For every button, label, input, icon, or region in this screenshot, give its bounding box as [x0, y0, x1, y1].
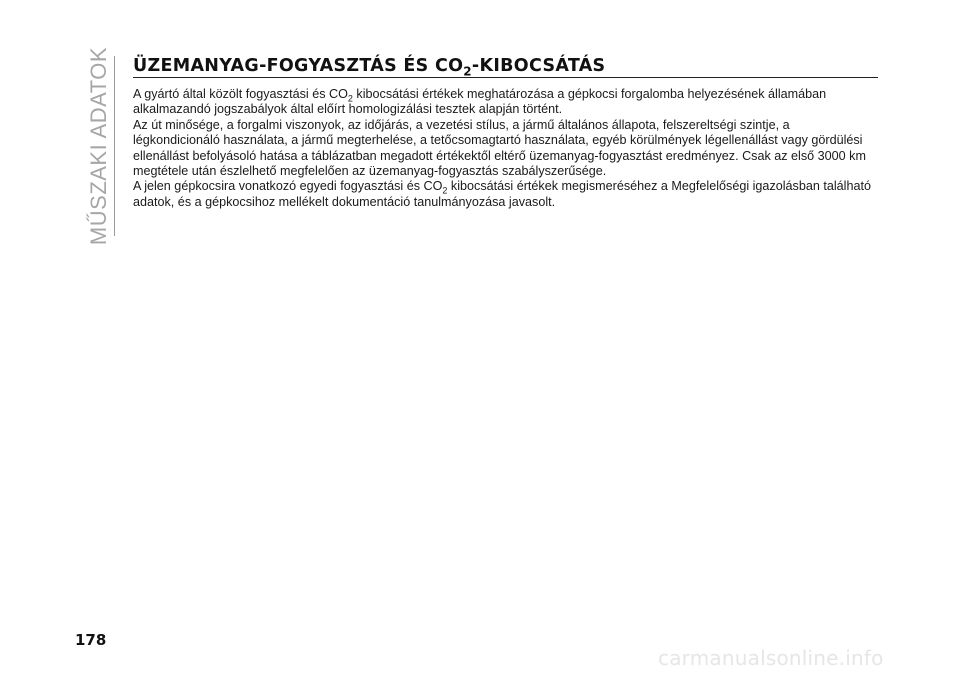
paragraph-1-subscript: 2 — [347, 93, 353, 104]
paragraph-3-pre: A jelen gépkocsira vonatkozó egyedi fogyasztási és CO — [133, 179, 443, 194]
section-title — [133, 56, 878, 79]
paragraph-1-pre: A gyártó által közölt fogyasztási és CO — [133, 87, 348, 101]
section-title-subscript: 2 — [463, 64, 472, 79]
section-title-pre: ÜZEMANYAG-FOGYASZTÁS ÉS CO — [133, 56, 464, 76]
paragraph-certificate — [133, 179, 878, 210]
side-tab-label: MŰSZAKI ADATOK — [86, 46, 111, 246]
paragraph-homologation — [133, 87, 878, 118]
page-number: 178 — [75, 631, 107, 649]
paragraph-conditions: Az út minősége, a forgalmi viszonyok, az időjárás, a vezetési stílus, a jármű általános állapota, felszereltségi szintje, a légkondicionáló használata, a jármű megterhelése, a tetőcsomagtartó használata, egyéb körülmények légellenállást vagy gördülési ellenállást befolyásoló hatása a táblázatban megadott értékektől eltérő üzemanyag-fogyasztást eredményez. Csak az első 3000 km megtétele után észlelhető megfelelően az üzemanyag-fogyasztás szabályszerűsége. — [133, 117, 866, 179]
paragraph-3-subscript: 2 — [442, 185, 448, 196]
watermark-text: carmanualsonline.info — [658, 646, 884, 670]
section-title-post: -KIBOCSÁTÁS — [471, 56, 606, 76]
main-content — [133, 56, 878, 210]
paragraph-3-post: kibocsátási értékek megismeréséhez a Megfelelőségi igazolásban található adatok, és a gépkocsihoz mellékelt dokumentáció tanulmányozása javasolt. — [133, 179, 871, 209]
section-side-tab — [82, 46, 116, 246]
side-tab-divider — [114, 56, 115, 236]
title-underline — [133, 77, 878, 78]
paragraph-1-post: kibocsátási értékek meghatározása a gépkocsi forgalomba helyezésének államában alkalmazandó jogszabályok által előírt homologizálási tesztek alapján történt. — [133, 87, 827, 117]
